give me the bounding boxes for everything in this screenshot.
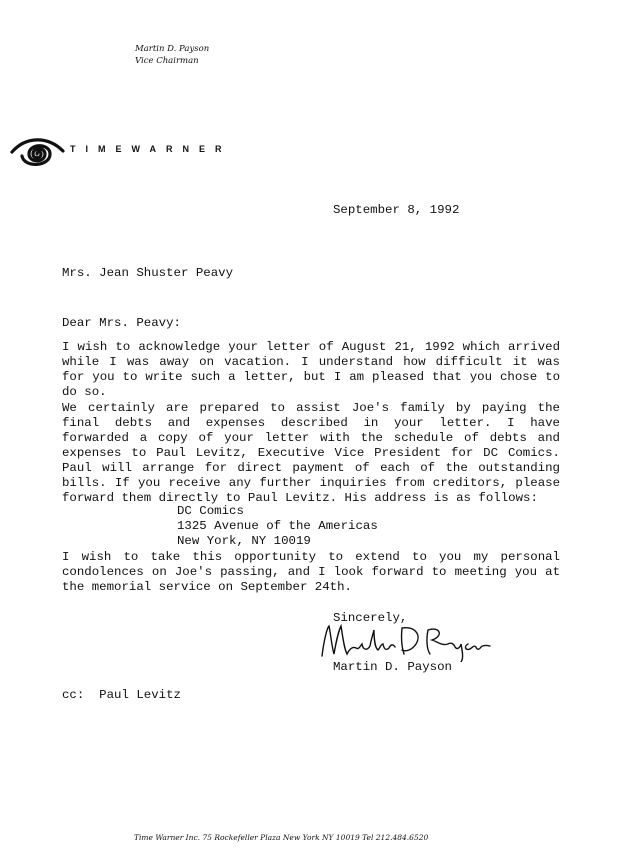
address-line: New York, NY 10019 xyxy=(177,534,311,548)
salutation: Dear Mrs. Peavy: xyxy=(62,316,181,330)
closing: Sincerely, xyxy=(333,611,408,625)
body-paragraph: We certainly are prepared to assist Joe's family by paying the final debts and expenses described in your letter. I have forwarded a copy of your letter with the schedule of debts and expenses to Paul Levitz, Executive Vice President for DC Comics. Paul will arrange for direct payment of each of the outstanding bills. If you receive any further inquiries from creditors, please forward them directly to Paul Levitz. His address is as follows: xyxy=(62,401,560,505)
letter-date: September 8, 1992 xyxy=(333,203,460,217)
cc-line: cc: Paul Levitz xyxy=(62,688,181,702)
letterhead-name: Martin D. Payson xyxy=(135,44,210,54)
body-paragraph: I wish to acknowledge your letter of August 21, 1992 which arrived while I was away on vacation. I understand how difficult it was for you to write such a letter, but I am pleased that you chose to do so. xyxy=(62,340,560,399)
company-wordmark: TIMEWARNER xyxy=(70,144,232,154)
address-line: 1325 Avenue of the Americas xyxy=(177,519,378,533)
mailing-address xyxy=(177,504,378,549)
address-line: DC Comics xyxy=(177,504,244,518)
body-paragraph: I wish to take this opportunity to extend to you my personal condolences on Joe's passing, and I look forward to meeting you at the memorial service on September 24th. xyxy=(62,550,560,594)
recipient-name: Mrs. Jean Shuster Peavy xyxy=(62,266,234,280)
time-warner-eye-logo-icon xyxy=(8,130,66,181)
letterhead-title: Vice Chairman xyxy=(135,56,199,66)
footer-address: Time Warner Inc. 75 Rockefeller Plaza New York NY 10019 Tel 212.484.6520 xyxy=(134,833,429,842)
signer-name: Martin D. Payson xyxy=(333,660,452,674)
